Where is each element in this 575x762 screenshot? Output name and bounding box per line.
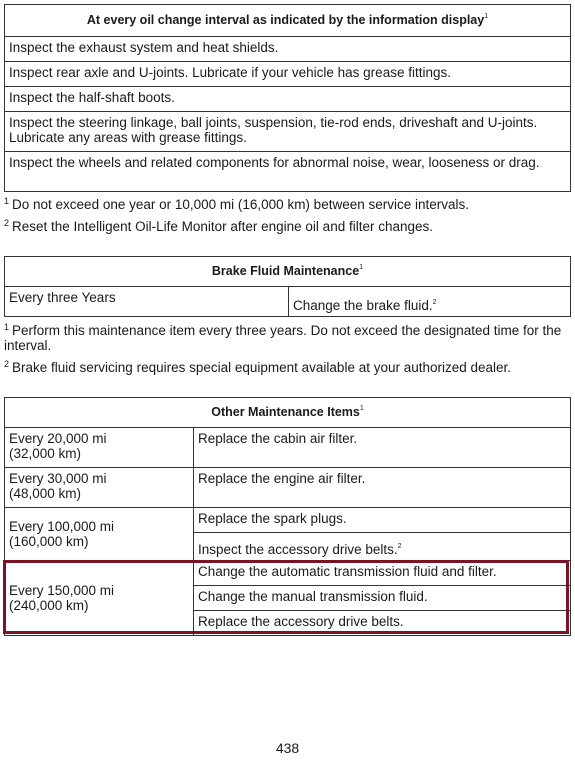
action-cell: Replace the accessory drive belts. (194, 611, 571, 636)
footnotes (4, 320, 571, 375)
interval-cell: Every 30,000 mi (48,000 km) (5, 468, 194, 508)
oil-change-interval-table (4, 4, 571, 192)
table-header: Brake Fluid Maintenance$^1$ (5, 257, 571, 287)
table-header: Other Maintenance Items$^1$ (5, 398, 571, 428)
action-cell: Change the manual transmission fluid. (194, 586, 571, 611)
action-cell: Replace the engine air filter. (194, 468, 571, 508)
page-number: 438 (275, 740, 300, 756)
footnote: $^1$ Do not exceed one year or 10,000 mi (16,000 km) between service intervals. (4, 196, 470, 212)
table-row: Inspect the steering linkage, ball joints, suspension, tie-rod ends, driveshaft and U-joints. Lubricate any areas with grease fittings. (5, 112, 571, 152)
footnote: $^2$ Brake fluid servicing requires special equipment available at your authorized dealer. (4, 359, 512, 375)
table-header: At every oil change interval as indicated by the information display$^1$ (5, 5, 571, 37)
footnotes (4, 194, 571, 234)
action-cell: Replace the cabin air filter. (194, 428, 571, 468)
table-row: Inspect the wheels and related components for abnormal noise, wear, looseness or drag. (5, 152, 571, 192)
brake-fluid-table (4, 256, 571, 317)
footnote: $^2$ Reset the Intelligent Oil-Life Monitor after engine oil and filter changes. (4, 218, 434, 234)
other-maintenance-table (4, 397, 571, 636)
footnote: $^1$ Perform this maintenance item every three years. Do not exceed the designated time for the interval. (4, 322, 562, 353)
interval-cell: Every 100,000 mi (160,000 km) (5, 508, 194, 561)
action-cell: Change the automatic transmission fluid and filter. (194, 561, 571, 586)
interval-cell: Every 150,000 mi (240,000 km) (5, 561, 194, 636)
action-cell: Change the brake fluid.$^2$ (289, 287, 571, 317)
action-cell: Inspect the accessory drive belts.$^2$ (194, 533, 571, 561)
action-cell: Replace the spark plugs. (194, 508, 571, 533)
interval-cell: Every 20,000 mi (32,000 km) (5, 428, 194, 468)
table-row: Inspect the half-shaft boots. (5, 87, 571, 112)
table-row: Inspect the exhaust system and heat shields. (5, 37, 571, 62)
interval-cell: Every three Years (5, 287, 289, 317)
table-row: Inspect rear axle and U-joints. Lubricate if your vehicle has grease fittings. (5, 62, 571, 87)
